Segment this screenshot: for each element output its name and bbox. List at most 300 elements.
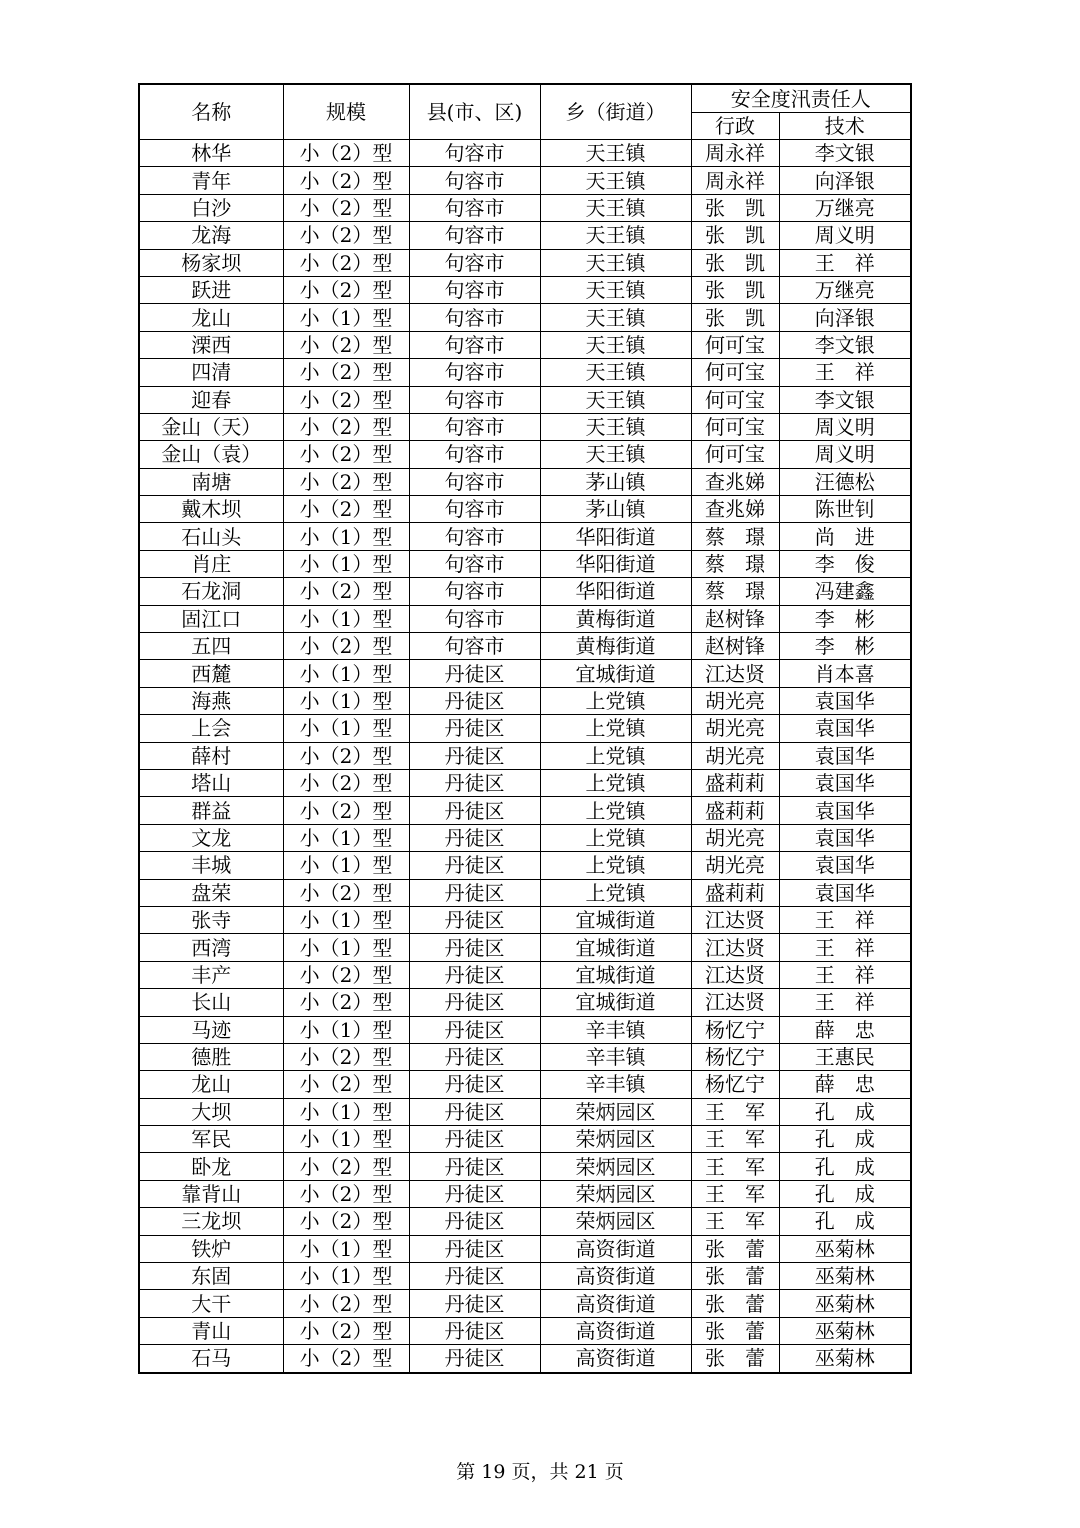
cell-town: 茅山镇 (540, 496, 691, 523)
cell-county: 句容市 (409, 386, 540, 413)
cell-town: 上党镇 (540, 769, 691, 796)
cell-tech: 薛 忠 (779, 1071, 911, 1098)
cell-county: 句容市 (409, 578, 540, 605)
cell-tech: 王 祥 (779, 989, 911, 1016)
cell-admin: 张 凯 (691, 194, 779, 221)
cell-town: 上党镇 (540, 715, 691, 742)
cell-county: 句容市 (409, 633, 540, 660)
cell-name: 石山头 (139, 523, 283, 550)
cell-town: 天王镇 (540, 194, 691, 221)
cell-town: 荣炳园区 (540, 1126, 691, 1153)
cell-tech: 巫菊林 (779, 1235, 911, 1262)
cell-scale: 小（2）型 (283, 1317, 409, 1344)
cell-tech: 袁国华 (779, 715, 911, 742)
table-body (139, 140, 911, 1373)
cell-scale: 小（2）型 (283, 413, 409, 440)
cell-tech: 孔 成 (779, 1126, 911, 1153)
cell-scale: 小（2）型 (283, 1071, 409, 1098)
cell-name: 固江口 (139, 605, 283, 632)
cell-name: 塔山 (139, 769, 283, 796)
cell-scale: 小（2）型 (283, 276, 409, 303)
table-row (139, 249, 911, 276)
cell-admin: 张 凯 (691, 276, 779, 303)
cell-tech: 王 祥 (779, 359, 911, 386)
cell-town: 荣炳园区 (540, 1208, 691, 1235)
cell-admin: 胡光亮 (691, 824, 779, 851)
table-row (139, 167, 911, 194)
table-row (139, 934, 911, 961)
cell-tech: 孔 成 (779, 1153, 911, 1180)
table-row (139, 550, 911, 577)
cell-name: 大坝 (139, 1098, 283, 1125)
cell-scale: 小（1）型 (283, 660, 409, 687)
cell-county: 句容市 (409, 523, 540, 550)
cell-scale: 小（1）型 (283, 523, 409, 550)
cell-name: 海燕 (139, 687, 283, 714)
cell-name: 杨家坝 (139, 249, 283, 276)
cell-county: 丹徒区 (409, 1043, 540, 1070)
cell-scale: 小（1）型 (283, 304, 409, 331)
cell-scale: 小（2）型 (283, 578, 409, 605)
cell-scale: 小（1）型 (283, 1016, 409, 1043)
table-row (139, 687, 911, 714)
cell-admin: 张 蕾 (691, 1317, 779, 1344)
cell-town: 宜城街道 (540, 934, 691, 961)
table-row (139, 1126, 911, 1153)
cell-name: 群益 (139, 797, 283, 824)
cell-tech: 周义明 (779, 413, 911, 440)
cell-name: 龙山 (139, 304, 283, 331)
cell-tech: 万继亮 (779, 194, 911, 221)
cell-name: 三龙坝 (139, 1208, 283, 1235)
header-county: 县(市、区) (409, 84, 540, 140)
cell-admin: 蔡 璟 (691, 578, 779, 605)
cell-town: 华阳街道 (540, 523, 691, 550)
table-row (139, 194, 911, 221)
cell-admin: 盛莉莉 (691, 797, 779, 824)
table-row (139, 468, 911, 495)
table-row (139, 359, 911, 386)
cell-admin: 张 凯 (691, 249, 779, 276)
cell-scale: 小（2）型 (283, 1153, 409, 1180)
cell-county: 丹徒区 (409, 1016, 540, 1043)
cell-tech: 巫菊林 (779, 1263, 911, 1290)
cell-town: 辛丰镇 (540, 1071, 691, 1098)
cell-admin: 王 军 (691, 1208, 779, 1235)
cell-town: 荣炳园区 (540, 1180, 691, 1207)
cell-admin: 蔡 璟 (691, 523, 779, 550)
table-row (139, 1153, 911, 1180)
cell-town: 天王镇 (540, 413, 691, 440)
cell-scale: 小（2）型 (283, 194, 409, 221)
cell-tech: 袁国华 (779, 742, 911, 769)
cell-county: 丹徒区 (409, 1263, 540, 1290)
cell-town: 宜城街道 (540, 660, 691, 687)
cell-scale: 小（2）型 (283, 1208, 409, 1235)
cell-scale: 小（2）型 (283, 989, 409, 1016)
cell-tech: 王 祥 (779, 934, 911, 961)
cell-admin: 张 蕾 (691, 1235, 779, 1262)
cell-name: 马迹 (139, 1016, 283, 1043)
cell-name: 迎春 (139, 386, 283, 413)
table-row (139, 140, 911, 167)
table-row (139, 961, 911, 988)
cell-scale: 小（2）型 (283, 769, 409, 796)
table-row (139, 769, 911, 796)
cell-scale: 小（2）型 (283, 496, 409, 523)
cell-county: 丹徒区 (409, 1208, 540, 1235)
cell-admin: 周永祥 (691, 167, 779, 194)
cell-county: 丹徒区 (409, 1317, 540, 1344)
cell-admin: 胡光亮 (691, 852, 779, 879)
cell-name: 德胜 (139, 1043, 283, 1070)
cell-county: 丹徒区 (409, 934, 540, 961)
cell-town: 高资街道 (540, 1290, 691, 1317)
table-row (139, 386, 911, 413)
cell-name: 龙海 (139, 222, 283, 249)
cell-name: 上会 (139, 715, 283, 742)
cell-name: 石马 (139, 1345, 283, 1373)
cell-county: 丹徒区 (409, 1180, 540, 1207)
cell-scale: 小（2）型 (283, 331, 409, 358)
cell-tech: 肖本喜 (779, 660, 911, 687)
cell-tech: 巫菊林 (779, 1317, 911, 1344)
cell-county: 丹徒区 (409, 824, 540, 851)
cell-name: 石龙洞 (139, 578, 283, 605)
cell-town: 宜城街道 (540, 989, 691, 1016)
cell-admin: 江达贤 (691, 961, 779, 988)
table-row (139, 1345, 911, 1373)
cell-scale: 小（1）型 (283, 605, 409, 632)
cell-town: 天王镇 (540, 167, 691, 194)
cell-tech: 向泽银 (779, 304, 911, 331)
cell-county: 丹徒区 (409, 1235, 540, 1262)
cell-tech: 李 俊 (779, 550, 911, 577)
cell-town: 上党镇 (540, 824, 691, 851)
table-row (139, 633, 911, 660)
cell-name: 金山（袁） (139, 441, 283, 468)
cell-admin: 查兆娣 (691, 468, 779, 495)
cell-town: 荣炳园区 (540, 1098, 691, 1125)
table-row (139, 331, 911, 358)
cell-admin: 王 军 (691, 1098, 779, 1125)
cell-admin: 张 蕾 (691, 1263, 779, 1290)
cell-tech: 王 祥 (779, 961, 911, 988)
cell-admin: 胡光亮 (691, 742, 779, 769)
table-row (139, 660, 911, 687)
cell-admin: 江达贤 (691, 989, 779, 1016)
cell-county: 丹徒区 (409, 1290, 540, 1317)
cell-name: 薛村 (139, 742, 283, 769)
cell-county: 句容市 (409, 304, 540, 331)
cell-tech: 周义明 (779, 222, 911, 249)
cell-scale: 小（2）型 (283, 1180, 409, 1207)
cell-admin: 蔡 璟 (691, 550, 779, 577)
table-row (139, 797, 911, 824)
cell-tech: 万继亮 (779, 276, 911, 303)
cell-town: 高资街道 (540, 1263, 691, 1290)
cell-tech: 王惠民 (779, 1043, 911, 1070)
cell-county: 丹徒区 (409, 742, 540, 769)
cell-admin: 杨忆宁 (691, 1043, 779, 1070)
cell-scale: 小（1）型 (283, 687, 409, 714)
cell-scale: 小（2）型 (283, 1345, 409, 1373)
cell-county: 句容市 (409, 441, 540, 468)
cell-name: 长山 (139, 989, 283, 1016)
cell-tech: 巫菊林 (779, 1290, 911, 1317)
cell-tech: 袁国华 (779, 879, 911, 906)
cell-tech: 向泽银 (779, 167, 911, 194)
cell-admin: 张 蕾 (691, 1290, 779, 1317)
cell-town: 天王镇 (540, 304, 691, 331)
cell-county: 丹徒区 (409, 906, 540, 933)
table-row (139, 1071, 911, 1098)
cell-tech: 周义明 (779, 441, 911, 468)
cell-tech: 巫菊林 (779, 1345, 911, 1373)
cell-admin: 盛莉莉 (691, 769, 779, 796)
cell-county: 句容市 (409, 468, 540, 495)
table-row (139, 304, 911, 331)
cell-scale: 小（2）型 (283, 1043, 409, 1070)
cell-name: 靠背山 (139, 1180, 283, 1207)
cell-county: 句容市 (409, 496, 540, 523)
cell-name: 四清 (139, 359, 283, 386)
cell-county: 句容市 (409, 222, 540, 249)
cell-town: 天王镇 (540, 222, 691, 249)
header-scale: 规模 (283, 84, 409, 140)
cell-admin: 江达贤 (691, 906, 779, 933)
cell-admin: 赵树锋 (691, 633, 779, 660)
table-row (139, 605, 911, 632)
cell-admin: 江达贤 (691, 660, 779, 687)
cell-name: 白沙 (139, 194, 283, 221)
cell-name: 盘荣 (139, 879, 283, 906)
cell-admin: 王 军 (691, 1126, 779, 1153)
cell-town: 高资街道 (540, 1317, 691, 1344)
cell-county: 丹徒区 (409, 769, 540, 796)
cell-admin: 何可宝 (691, 386, 779, 413)
cell-scale: 小（1）型 (283, 852, 409, 879)
table-row (139, 742, 911, 769)
header-town: 乡（街道） (540, 84, 691, 140)
cell-scale: 小（2）型 (283, 1290, 409, 1317)
cell-scale: 小（2）型 (283, 140, 409, 167)
cell-county: 句容市 (409, 605, 540, 632)
reservoir-responsibility-table (138, 83, 912, 1374)
cell-county: 丹徒区 (409, 715, 540, 742)
cell-scale: 小（1）型 (283, 934, 409, 961)
cell-tech: 尚 进 (779, 523, 911, 550)
cell-scale: 小（1）型 (283, 1235, 409, 1262)
cell-name: 戴木坝 (139, 496, 283, 523)
cell-scale: 小（2）型 (283, 249, 409, 276)
cell-admin: 江达贤 (691, 934, 779, 961)
cell-county: 丹徒区 (409, 989, 540, 1016)
cell-county: 句容市 (409, 194, 540, 221)
table-row (139, 1098, 911, 1125)
cell-tech: 李 彬 (779, 633, 911, 660)
cell-scale: 小（2）型 (283, 633, 409, 660)
cell-county: 丹徒区 (409, 1345, 540, 1373)
cell-name: 卧龙 (139, 1153, 283, 1180)
cell-tech: 袁国华 (779, 797, 911, 824)
cell-town: 茅山镇 (540, 468, 691, 495)
table-row (139, 824, 911, 851)
cell-scale: 小（1）型 (283, 1126, 409, 1153)
cell-county: 丹徒区 (409, 1126, 540, 1153)
table-row (139, 276, 911, 303)
cell-tech: 汪德松 (779, 468, 911, 495)
cell-town: 宜城街道 (540, 961, 691, 988)
cell-county: 句容市 (409, 249, 540, 276)
cell-name: 金山（天） (139, 413, 283, 440)
cell-name: 龙山 (139, 1071, 283, 1098)
cell-town: 上党镇 (540, 879, 691, 906)
cell-town: 天王镇 (540, 331, 691, 358)
cell-town: 高资街道 (540, 1345, 691, 1373)
cell-admin: 何可宝 (691, 331, 779, 358)
cell-name: 西麓 (139, 660, 283, 687)
table-header (139, 84, 911, 140)
cell-admin: 胡光亮 (691, 687, 779, 714)
cell-admin: 周永祥 (691, 140, 779, 167)
cell-name: 铁炉 (139, 1235, 283, 1262)
cell-admin: 赵树锋 (691, 605, 779, 632)
cell-county: 丹徒区 (409, 1098, 540, 1125)
cell-scale: 小（1）型 (283, 715, 409, 742)
cell-town: 华阳街道 (540, 550, 691, 577)
cell-name: 丰城 (139, 852, 283, 879)
cell-town: 华阳街道 (540, 578, 691, 605)
cell-name: 青山 (139, 1317, 283, 1344)
cell-tech: 李 彬 (779, 605, 911, 632)
cell-scale: 小（2）型 (283, 167, 409, 194)
cell-tech: 薛 忠 (779, 1016, 911, 1043)
cell-name: 东固 (139, 1263, 283, 1290)
cell-county: 丹徒区 (409, 1153, 540, 1180)
table-row (139, 413, 911, 440)
cell-name: 青年 (139, 167, 283, 194)
cell-tech: 孔 成 (779, 1180, 911, 1207)
cell-tech: 袁国华 (779, 769, 911, 796)
cell-town: 上党镇 (540, 742, 691, 769)
cell-scale: 小（1）型 (283, 1263, 409, 1290)
header-admin: 行政 (691, 113, 779, 140)
cell-scale: 小（1）型 (283, 906, 409, 933)
page-footer: 第 19 页，共 21 页 (456, 1461, 624, 1483)
table-row (139, 879, 911, 906)
cell-county: 丹徒区 (409, 961, 540, 988)
table-row (139, 523, 911, 550)
cell-name: 肖庄 (139, 550, 283, 577)
header-responsible: 安全度汛责任人 (691, 84, 911, 113)
table-row (139, 1317, 911, 1344)
cell-scale: 小（2）型 (283, 742, 409, 769)
cell-admin: 何可宝 (691, 359, 779, 386)
cell-admin: 张 凯 (691, 222, 779, 249)
cell-tech: 袁国华 (779, 824, 911, 851)
cell-name: 军民 (139, 1126, 283, 1153)
table-row (139, 989, 911, 1016)
table-row (139, 1043, 911, 1070)
table-row (139, 1263, 911, 1290)
cell-town: 天王镇 (540, 386, 691, 413)
cell-scale: 小（2）型 (283, 468, 409, 495)
cell-county: 丹徒区 (409, 687, 540, 714)
table-row (139, 1016, 911, 1043)
cell-scale: 小（2）型 (283, 879, 409, 906)
cell-admin: 查兆娣 (691, 496, 779, 523)
cell-name: 西湾 (139, 934, 283, 961)
cell-town: 天王镇 (540, 359, 691, 386)
header-tech: 技术 (779, 113, 911, 140)
cell-scale: 小（2）型 (283, 961, 409, 988)
cell-name: 跃进 (139, 276, 283, 303)
cell-tech: 李文银 (779, 140, 911, 167)
cell-admin: 胡光亮 (691, 715, 779, 742)
cell-name: 林华 (139, 140, 283, 167)
cell-town: 荣炳园区 (540, 1153, 691, 1180)
table-row (139, 1235, 911, 1262)
cell-town: 天王镇 (540, 441, 691, 468)
cell-county: 句容市 (409, 413, 540, 440)
cell-admin: 何可宝 (691, 441, 779, 468)
cell-admin: 王 军 (691, 1153, 779, 1180)
cell-town: 黄梅街道 (540, 605, 691, 632)
cell-town: 辛丰镇 (540, 1043, 691, 1070)
cell-tech: 王 祥 (779, 906, 911, 933)
cell-county: 句容市 (409, 331, 540, 358)
cell-county: 丹徒区 (409, 660, 540, 687)
cell-admin: 杨忆宁 (691, 1016, 779, 1043)
table-row (139, 496, 911, 523)
cell-name: 南塘 (139, 468, 283, 495)
cell-county: 丹徒区 (409, 852, 540, 879)
cell-admin: 盛莉莉 (691, 879, 779, 906)
cell-name: 张寺 (139, 906, 283, 933)
cell-county: 句容市 (409, 140, 540, 167)
cell-admin: 王 军 (691, 1180, 779, 1207)
cell-town: 天王镇 (540, 140, 691, 167)
table-row (139, 1208, 911, 1235)
cell-scale: 小（1）型 (283, 824, 409, 851)
table-row (139, 578, 911, 605)
cell-tech: 袁国华 (779, 687, 911, 714)
cell-scale: 小（1）型 (283, 1098, 409, 1125)
table-row (139, 1180, 911, 1207)
cell-town: 辛丰镇 (540, 1016, 691, 1043)
cell-name: 丰产 (139, 961, 283, 988)
cell-county: 句容市 (409, 167, 540, 194)
cell-name: 五四 (139, 633, 283, 660)
cell-tech: 冯建鑫 (779, 578, 911, 605)
cell-admin: 张 蕾 (691, 1345, 779, 1373)
cell-tech: 孔 成 (779, 1098, 911, 1125)
cell-county: 句容市 (409, 550, 540, 577)
cell-name: 大干 (139, 1290, 283, 1317)
cell-admin: 张 凯 (691, 304, 779, 331)
table-row (139, 852, 911, 879)
cell-name: 文龙 (139, 824, 283, 851)
cell-scale: 小（2）型 (283, 359, 409, 386)
table-row (139, 715, 911, 742)
table-row (139, 222, 911, 249)
cell-tech: 陈世钊 (779, 496, 911, 523)
header-name: 名称 (139, 84, 283, 140)
cell-town: 上党镇 (540, 687, 691, 714)
cell-admin: 杨忆宁 (691, 1071, 779, 1098)
cell-county: 丹徒区 (409, 1071, 540, 1098)
